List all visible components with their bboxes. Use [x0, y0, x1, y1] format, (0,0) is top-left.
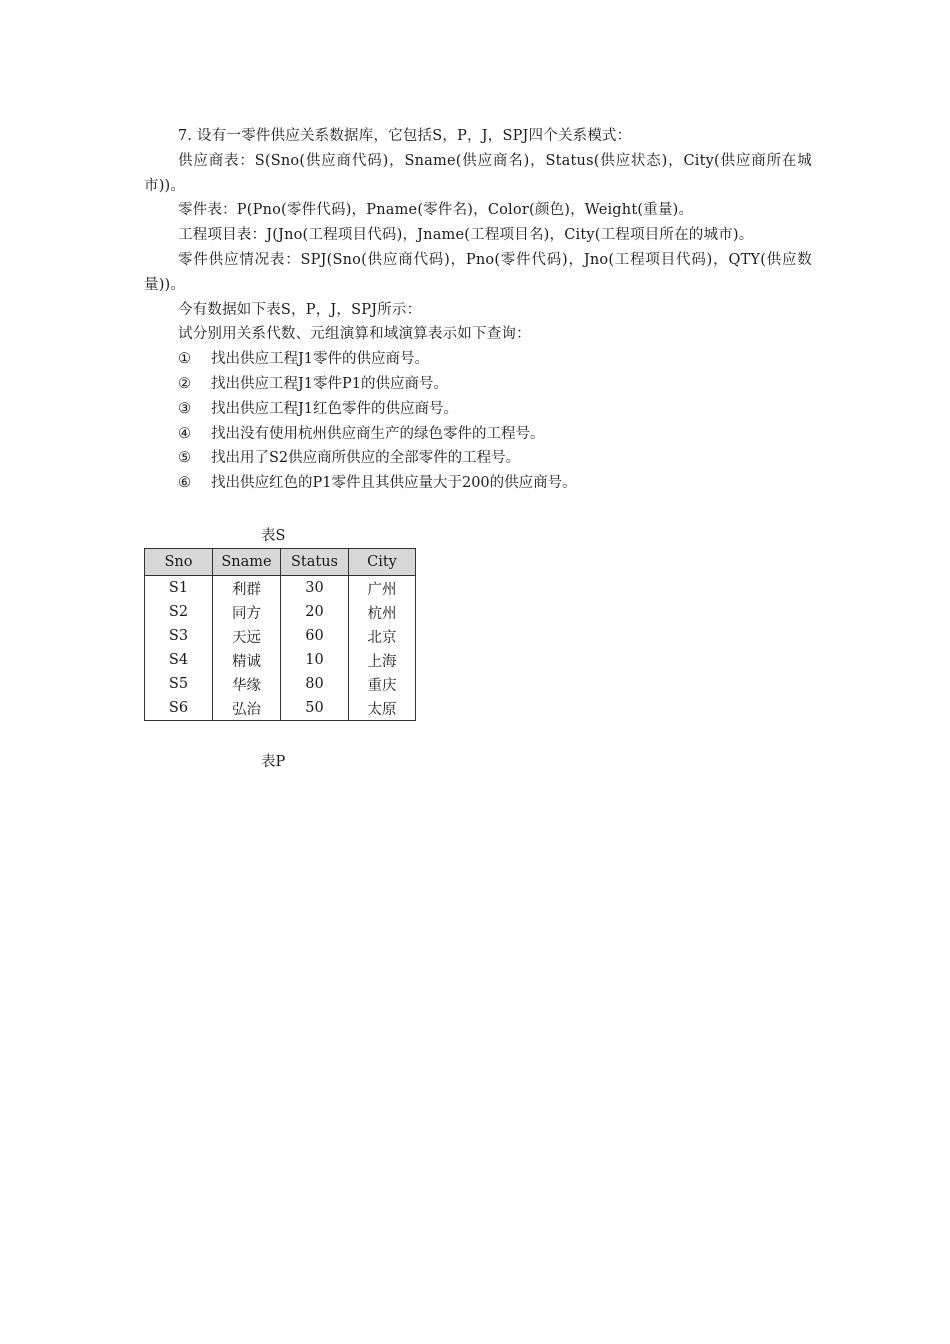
cell-city: 重庆 [349, 672, 416, 696]
table-row [145, 600, 416, 624]
cell-sno: S5 [145, 672, 213, 696]
table-row [145, 672, 416, 696]
query-text: 找出用了S2供应商所供应的全部零件的工程号。 [211, 450, 521, 467]
cell-status: 20 [281, 600, 349, 624]
query-item-5 [144, 446, 812, 471]
query-text: 找出供应工程J1红色零件的供应商号。 [211, 400, 459, 417]
query-number: ⑥ [178, 475, 191, 492]
cell-sno: S4 [145, 648, 213, 672]
column-header-city: City [349, 549, 416, 576]
cell-sname: 同方 [213, 600, 281, 624]
query-number: ⑤ [178, 450, 191, 467]
cell-sno: S1 [145, 576, 213, 601]
table-row [145, 696, 416, 721]
cell-city: 上海 [349, 648, 416, 672]
cell-sno: S2 [145, 600, 213, 624]
query-item-6 [144, 471, 812, 496]
cell-sname: 利群 [213, 576, 281, 601]
query-list [144, 347, 812, 496]
query-item-1 [144, 347, 812, 372]
query-text: 找出没有使用杭州供应商生产的绿色零件的工程号。 [211, 425, 545, 442]
query-number: ① [178, 351, 191, 368]
schema-p: 零件表：P(Pno(零件代码)，Pname(零件名)，Color(颜色)，Weight(重量)。 [178, 202, 694, 219]
table-row [145, 576, 416, 601]
query-item-2 [144, 372, 812, 397]
cell-city: 杭州 [349, 600, 416, 624]
column-header-sname: Sname [213, 549, 281, 576]
query-text: 找出供应工程J1零件P1的供应商号。 [211, 375, 449, 392]
column-header-status: Status [281, 549, 349, 576]
table-p-caption: 表P [261, 754, 286, 770]
question-intro: 7. 设有一零件供应关系数据库，它包括S，P，J，SPJ四个关系模式： [178, 128, 632, 144]
document-body [144, 124, 812, 496]
cell-city: 广州 [349, 576, 416, 601]
query-text: 找出供应工程J1零件的供应商号。 [211, 351, 430, 368]
cell-status: 80 [281, 672, 349, 696]
cell-sname: 天远 [213, 624, 281, 648]
query-text: 找出供应红色的P1零件且其供应量大于200的供应商号。 [211, 475, 577, 492]
table-s-caption: 表S [261, 528, 286, 544]
cell-sname: 弘治 [213, 696, 281, 721]
cell-status: 30 [281, 576, 349, 601]
table-row [145, 648, 416, 672]
schema-s: 供应商表：S(Sno(供应商代码)，Sname(供应商名)，Status(供应状态)，City(供应商所在城市))。 [144, 152, 812, 194]
cell-sname: 华缘 [213, 672, 281, 696]
task-instruction: 试分别用关系代数、元组演算和域演算表示如下查询： [178, 326, 531, 343]
schema-j: 工程项目表：J(Jno(工程项目代码)，Jname(工程项目名)，City(工程项目所在的城市)。 [178, 227, 754, 244]
query-number: ③ [178, 400, 191, 417]
table-header-row [145, 549, 416, 576]
table-row [145, 624, 416, 648]
cell-sname: 精诚 [213, 648, 281, 672]
table-s [144, 548, 416, 721]
query-number: ④ [178, 425, 191, 442]
cell-status: 50 [281, 696, 349, 721]
query-number: ② [178, 375, 191, 392]
data-note: 今有数据如下表S，P，J，SPJ所示： [178, 301, 422, 318]
column-header-sno: Sno [145, 549, 213, 576]
cell-city: 北京 [349, 624, 416, 648]
cell-sno: S3 [145, 624, 213, 648]
cell-city: 太原 [349, 696, 416, 721]
cell-status: 60 [281, 624, 349, 648]
schema-spj: 零件供应情况表：SPJ(Sno(供应商代码)，Pno(零件代码)，Jno(工程项目代码)，QTY(供应数量))。 [144, 251, 812, 293]
cell-sno: S6 [145, 696, 213, 721]
cell-status: 10 [281, 648, 349, 672]
query-item-4 [144, 422, 812, 447]
query-item-3 [144, 397, 812, 422]
